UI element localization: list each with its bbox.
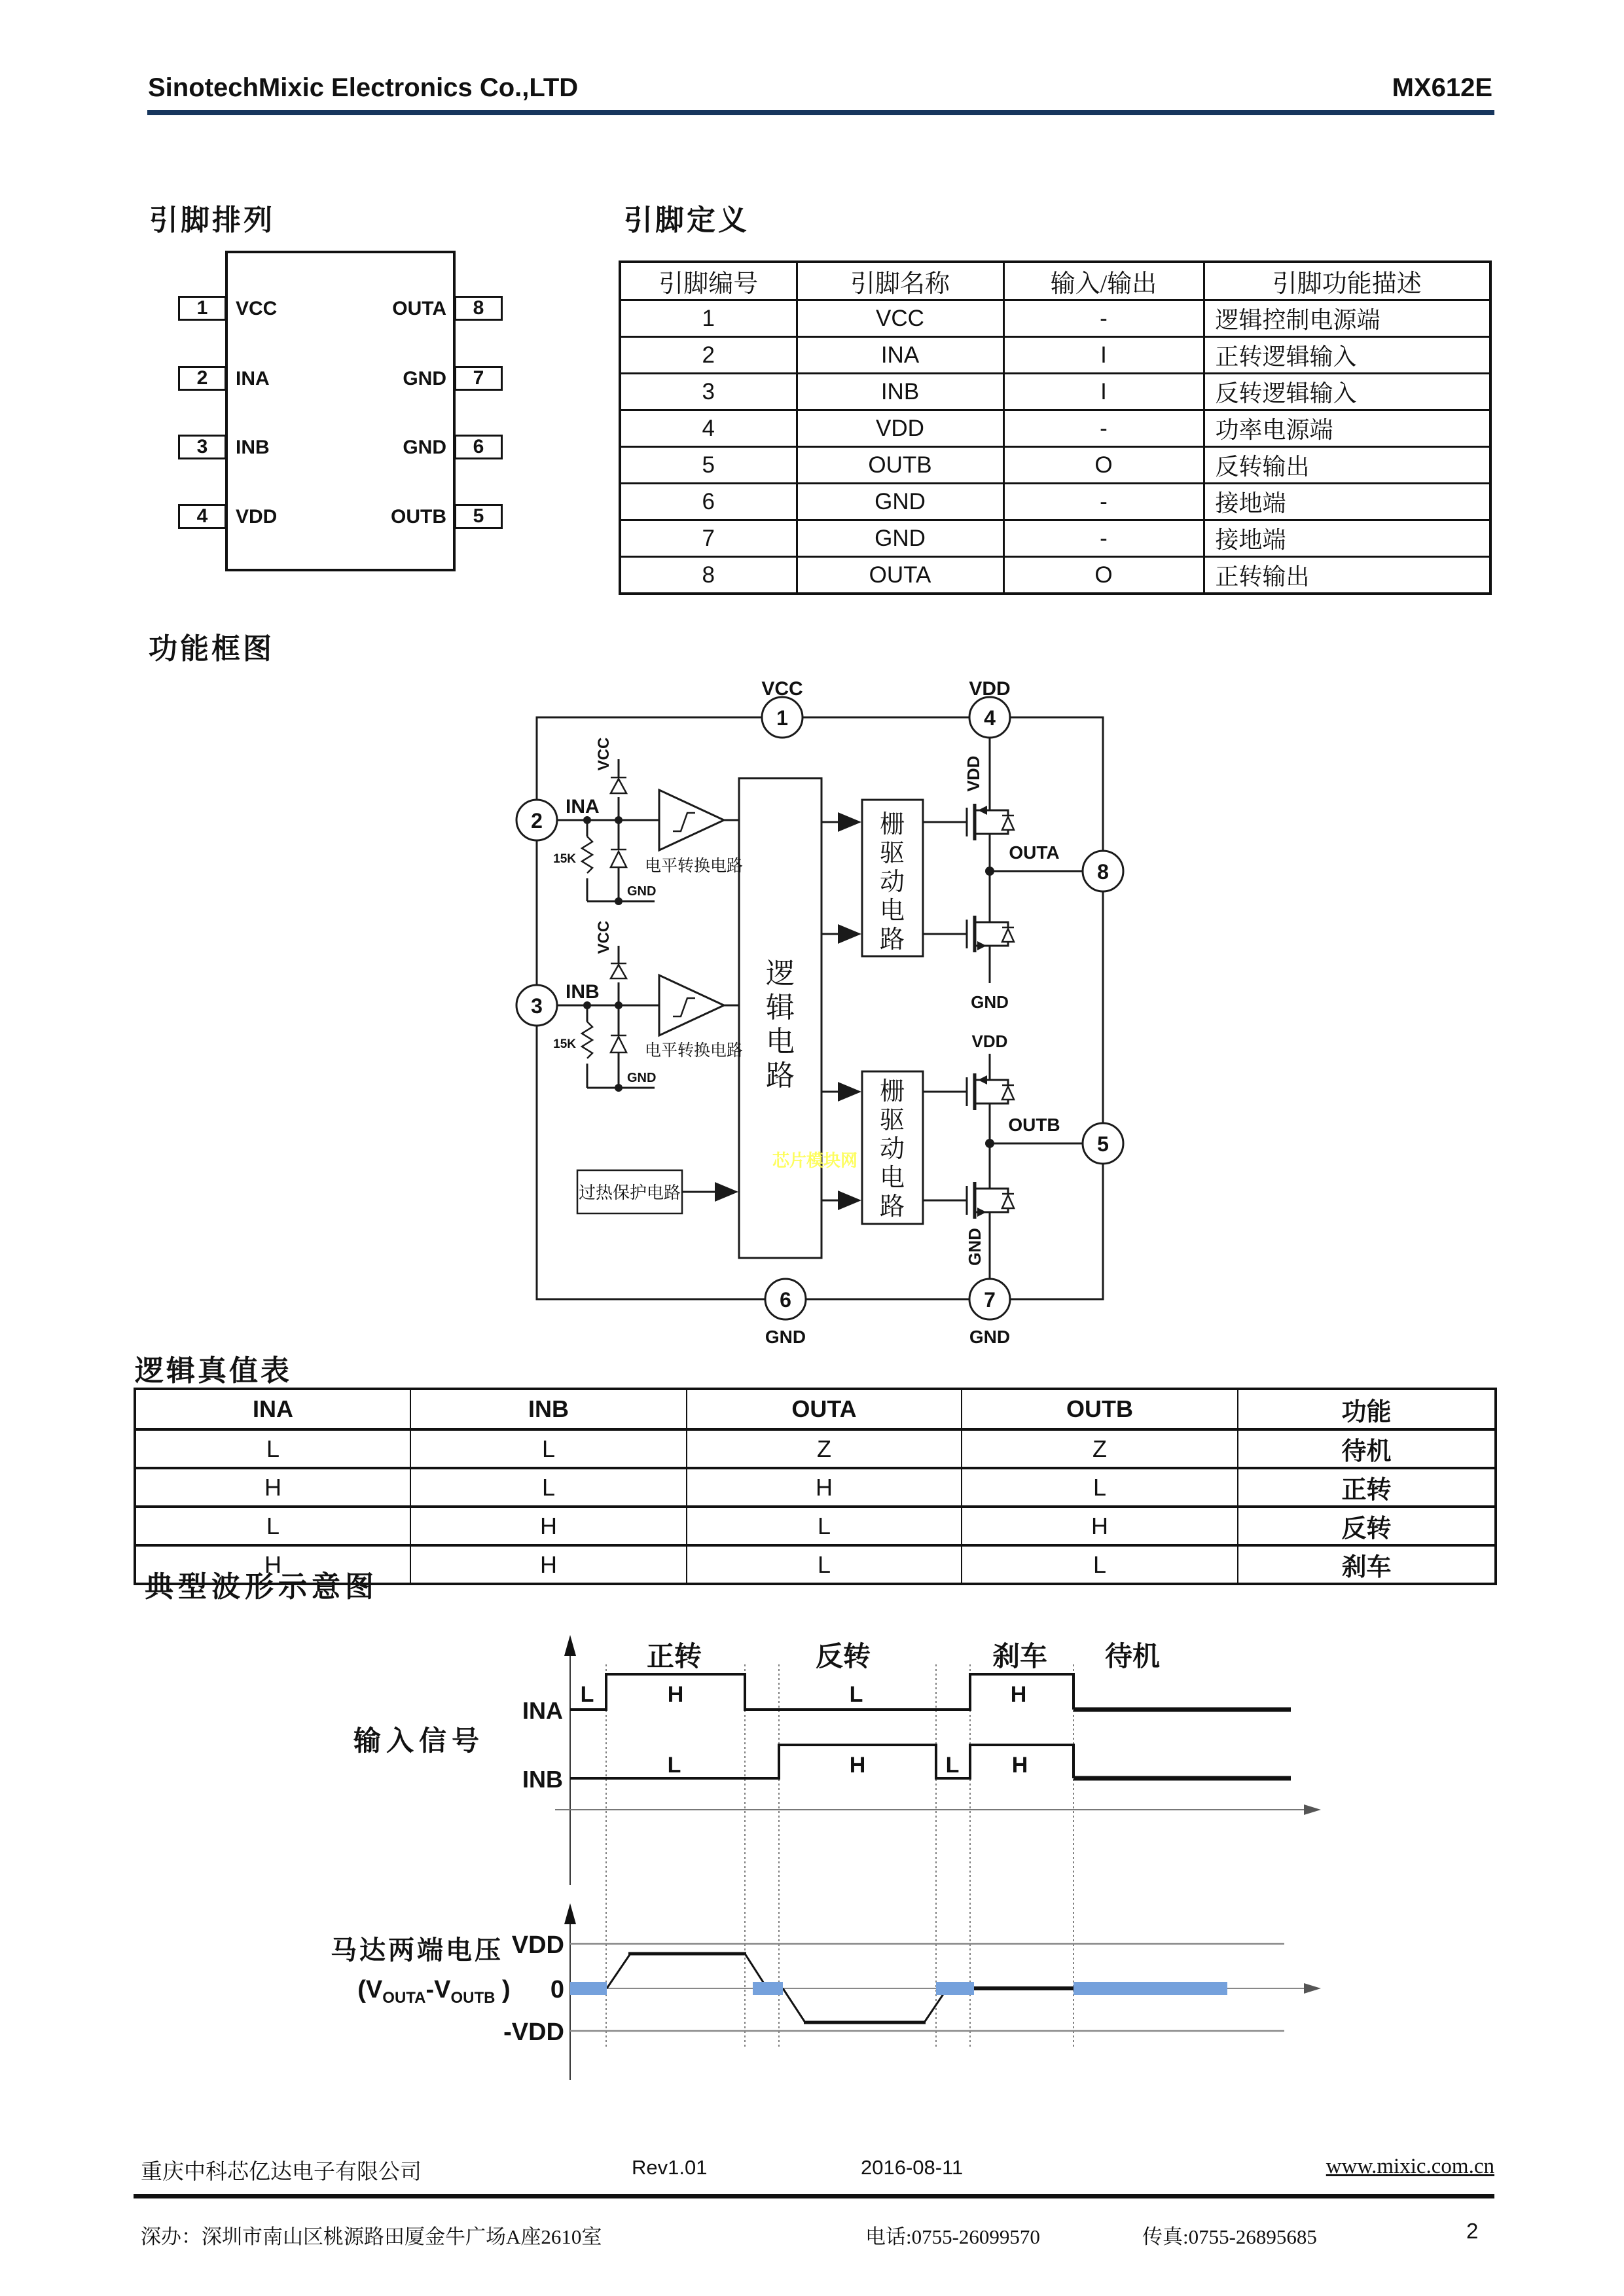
pin-circle-3-num: 3: [531, 994, 543, 1018]
ina-mark: L: [849, 1682, 863, 1707]
vdd-level-label: VDD: [511, 1931, 564, 1959]
footer-fax: 传真:0755-26895685: [1142, 2225, 1317, 2248]
cell: GND: [797, 484, 1003, 520]
ina-label: INA: [566, 796, 600, 817]
motor-axis-arrow-icon: [564, 1903, 576, 1924]
col-header: 功能: [1238, 1389, 1496, 1429]
pin-number: 8: [473, 297, 484, 319]
pin-box-6: [454, 435, 503, 459]
cell: H: [410, 1545, 687, 1584]
footer-company: 重庆中科芯亿达电子有限公司: [141, 2161, 422, 2184]
outb-label: OUTB: [1008, 1115, 1060, 1135]
cell: 7: [620, 520, 797, 557]
resistor-b-value: 15K: [553, 1037, 576, 1051]
cell: -: [1003, 300, 1204, 337]
table-row: [135, 1429, 1496, 1468]
waveform-diagram: [314, 1597, 1362, 2101]
cell: INB: [797, 374, 1003, 410]
zero-level-label: 0: [550, 1976, 564, 2003]
vdd-mid-a-label: VDD: [964, 755, 983, 792]
level-shift-a-label: 电平转换电路: [644, 857, 744, 875]
fet-b1-gate: [923, 1077, 967, 1106]
company-title: SinotechMixic Electronics Co.,LTD: [148, 73, 579, 102]
cell: H: [135, 1545, 410, 1584]
cell: 反转逻辑输入: [1204, 374, 1490, 410]
cell: OUTA: [797, 557, 1003, 594]
cell: 待机: [1238, 1429, 1496, 1468]
col-header: INA: [135, 1389, 410, 1429]
part-number: MX612E: [1392, 73, 1492, 102]
table-row: [620, 337, 1490, 374]
cell: 接地端: [1204, 520, 1490, 557]
level-shift-b-label: 电平转换电路: [644, 1042, 744, 1060]
rail-vdd-b: [990, 1054, 1083, 1279]
cell: 刹车: [1238, 1545, 1496, 1584]
cell: O: [1003, 557, 1204, 594]
vcc-branch-a-label: VCC: [595, 737, 613, 771]
table-row: [135, 1507, 1496, 1545]
fet-b1-bodydiode: [1002, 1085, 1014, 1100]
cell: 功率电源端: [1204, 410, 1490, 447]
resistor-a-value: 15K: [553, 852, 576, 866]
vdd-top-label: VDD: [969, 678, 1011, 700]
pin-name-inb: INB: [236, 437, 270, 458]
phase-forward-label: 正转: [646, 1641, 702, 1672]
pin-definition-table: [619, 260, 1492, 595]
cell: 正转: [1238, 1468, 1496, 1507]
heading-waveform: 典型波形示意图: [145, 1571, 378, 1603]
footer-date: 2016-08-11: [861, 2156, 964, 2179]
pin-circle-5-num: 5: [1097, 1132, 1109, 1156]
cell: 3: [620, 374, 797, 410]
cell: L: [135, 1429, 410, 1468]
gnd-branch-a-label: GND: [627, 884, 657, 899]
cell: H: [962, 1507, 1238, 1545]
inb-waveform: [570, 1745, 1074, 1778]
watermark-text: 芯片模块网: [772, 1151, 858, 1170]
ina-mark: H: [667, 1682, 684, 1707]
col-header: INB: [410, 1389, 687, 1429]
input-time-axis-arrow-icon: [1304, 1804, 1321, 1815]
fet-a1-gate: [923, 808, 967, 836]
input-axis-arrow-icon: [564, 1635, 576, 1656]
fet-a1-arrow: [978, 806, 987, 815]
cell: H: [687, 1468, 962, 1507]
table-row: [620, 300, 1490, 337]
gate-drive-a-label: 栅驱动电路: [879, 811, 905, 954]
footer-rule: [134, 2194, 1494, 2198]
pin-number: 4: [196, 505, 208, 527]
gnd-mid-b-label: GND: [965, 1228, 984, 1266]
pin-name-vdd: VDD: [236, 506, 278, 528]
cell: O: [1003, 447, 1204, 484]
table-row: [620, 447, 1490, 484]
pin-number: 7: [473, 367, 484, 389]
col-header: 输入/输出: [1003, 262, 1204, 300]
fet-a1-bodydiode: [1002, 816, 1014, 830]
cell: L: [410, 1468, 687, 1507]
zero-axis-arrow-icon: [1304, 1983, 1321, 1994]
pin-box-5: [454, 504, 503, 529]
phase-standby-label: 待机: [1104, 1641, 1161, 1672]
inb-mark: H: [849, 1753, 866, 1778]
pin-circle-6-num: 6: [780, 1288, 791, 1312]
vcc-branch-b-label: VCC: [595, 920, 613, 954]
cell: GND: [797, 520, 1003, 557]
schmitt-a: [659, 790, 724, 850]
footer-phone: 电话:0755-26099570: [865, 2225, 1040, 2248]
fet-a2-arrow: [977, 941, 986, 950]
cell: H: [410, 1507, 687, 1545]
schmitt-b: [659, 975, 724, 1035]
thermal-label: 过热保护电路: [578, 1183, 681, 1202]
cell: Z: [687, 1429, 962, 1468]
table-row: [620, 374, 1490, 410]
footer-address: 深办：深圳市南山区桃源路田厦金牛广场A座2610室: [141, 2225, 602, 2248]
table-row: [620, 484, 1490, 520]
pin-name-outb: OUTB: [391, 506, 446, 528]
table-row: [620, 557, 1490, 594]
heading-pin-layout: 引脚排列: [149, 204, 275, 236]
pin-number: 1: [196, 297, 208, 319]
formula-sub: OUTA: [382, 1989, 426, 2007]
inb-axis-label: INB: [522, 1766, 563, 1793]
fet-a2-bodydiode: [1002, 927, 1014, 942]
cell: 6: [620, 484, 797, 520]
schmitt-a-glyph: [673, 813, 695, 831]
cell: 反转输出: [1204, 447, 1490, 484]
cell: -: [1003, 484, 1204, 520]
cell: I: [1003, 374, 1204, 410]
pin-number: 2: [196, 367, 208, 389]
cell: 逻辑控制电源端: [1204, 300, 1490, 337]
col-header: OUTA: [687, 1389, 962, 1429]
heading-truth-table: 逻辑真值表: [135, 1355, 292, 1387]
cell: L: [962, 1545, 1238, 1584]
header-rule: [147, 110, 1494, 115]
cell: 2: [620, 337, 797, 374]
pin-circle-4-num: 4: [984, 706, 996, 730]
gnd6-label: GND: [765, 1327, 806, 1347]
cell: 正转输出: [1204, 557, 1490, 594]
cell: VCC: [797, 300, 1003, 337]
table-row: [620, 410, 1490, 447]
phase-gridlines: [606, 1664, 1074, 2049]
col-header: 引脚编号: [620, 262, 797, 300]
pin-name-ina: INA: [236, 368, 270, 389]
cell: 4: [620, 410, 797, 447]
pin-circle-1-num: 1: [776, 706, 788, 730]
cell: L: [687, 1507, 962, 1545]
inb-label: INB: [566, 981, 600, 1003]
motor-voltage-formula: [357, 1976, 510, 2007]
vcc-top-label: VCC: [761, 678, 803, 700]
formula-part: (V: [357, 1976, 383, 2003]
cell: 5: [620, 447, 797, 484]
pin-circle-8-num: 8: [1097, 860, 1109, 884]
col-header: OUTB: [962, 1389, 1238, 1429]
gnd-mid-a-label: GND: [971, 992, 1009, 1012]
inb-mark: L: [945, 1753, 960, 1778]
truth-table: [134, 1388, 1497, 1585]
cell: Z: [962, 1429, 1238, 1468]
motor-voltage-label: 马达两端电压: [331, 1935, 503, 1965]
diagram-boundary: [537, 717, 1103, 1299]
cell: VDD: [797, 410, 1003, 447]
schmitt-b-glyph: [673, 998, 695, 1016]
table-row: [620, 520, 1490, 557]
ina-mark: L: [580, 1682, 594, 1707]
pin-name-vcc: VCC: [236, 298, 278, 319]
table-header-row: [620, 262, 1490, 300]
ina-axis-label: INA: [522, 1697, 563, 1724]
cell: L: [410, 1429, 687, 1468]
pin-box-4: [178, 504, 226, 529]
cell: INA: [797, 337, 1003, 374]
outa-label: OUTA: [1009, 842, 1060, 863]
neg-vdd-level-label: -VDD: [503, 2018, 564, 2046]
footer-revision: Rev1.01: [632, 2156, 708, 2179]
phase-reverse-label: 反转: [815, 1641, 871, 1672]
cell: 反转: [1238, 1507, 1496, 1545]
gnd-branch-b-label: GND: [627, 1071, 657, 1085]
input-signal-label: 输入信号: [353, 1727, 485, 1757]
pin-number: 6: [473, 436, 484, 457]
cell: L: [962, 1468, 1238, 1507]
cell: L: [687, 1545, 962, 1584]
pin-box-3: [178, 435, 226, 459]
fet-b2-gate: [923, 1186, 967, 1215]
block-diagram: [511, 668, 1165, 1361]
footer-website-link[interactable]: www.mixic.com.cn: [1326, 2155, 1494, 2178]
fet-a2-gate: [923, 920, 967, 948]
heading-pin-definition: 引脚定义: [624, 204, 749, 236]
fet-b2-bodydiode: [1002, 1194, 1014, 1208]
fet-b1-arrow: [978, 1075, 987, 1085]
pin-circle-7-num: 7: [984, 1288, 996, 1312]
pin-name-gnd7: GND: [403, 368, 446, 389]
table-header-row: [135, 1389, 1496, 1429]
inb-mark: L: [667, 1753, 681, 1778]
resistor-b: [582, 1022, 592, 1058]
heading-block-diagram: 功能框图: [149, 633, 274, 665]
gnd7-label: GND: [969, 1327, 1011, 1347]
formula-part: -V: [425, 1976, 451, 2003]
pin-box-8: [454, 296, 503, 321]
cell: -: [1003, 410, 1204, 447]
phase-brake-label: 刹车: [992, 1641, 1048, 1672]
cell: 8: [620, 557, 797, 594]
pin-name-outa: OUTA: [392, 298, 446, 319]
pin-box-7: [454, 366, 503, 391]
pin-box-1: [178, 296, 226, 321]
logic-box-label: 逻辑电路: [766, 958, 795, 1092]
resistor-a: [582, 836, 592, 873]
cell: I: [1003, 337, 1204, 374]
pin-name-gnd6: GND: [403, 437, 446, 458]
pin-circle-2-num: 2: [531, 809, 543, 833]
footer-page-number: 2: [1466, 2219, 1479, 2243]
col-header: 引脚名称: [797, 262, 1003, 300]
pin-box-2: [178, 366, 226, 391]
formula-sub: OUTB: [450, 1989, 496, 2007]
pin-number: 5: [473, 505, 484, 527]
col-header: 引脚功能描述: [1204, 262, 1490, 300]
table-row: [135, 1545, 1496, 1584]
pin-number: 3: [196, 436, 208, 457]
vdd-mid-b-label: VDD: [971, 1031, 1008, 1051]
gate-drive-b-label: 栅驱动电路: [879, 1078, 905, 1221]
cell: 正转逻辑输入: [1204, 337, 1490, 374]
inb-mark: H: [1011, 1753, 1028, 1778]
cell: L: [135, 1507, 410, 1545]
cell: 1: [620, 300, 797, 337]
cell: OUTB: [797, 447, 1003, 484]
table-row: [135, 1468, 1496, 1507]
cell: -: [1003, 520, 1204, 557]
formula-part: ): [495, 1976, 511, 2003]
fet-b2-arrow: [977, 1208, 986, 1217]
cell: H: [135, 1468, 410, 1507]
ina-mark: H: [1010, 1682, 1027, 1707]
ina-waveform: [570, 1674, 1074, 1710]
cell: 接地端: [1204, 484, 1490, 520]
